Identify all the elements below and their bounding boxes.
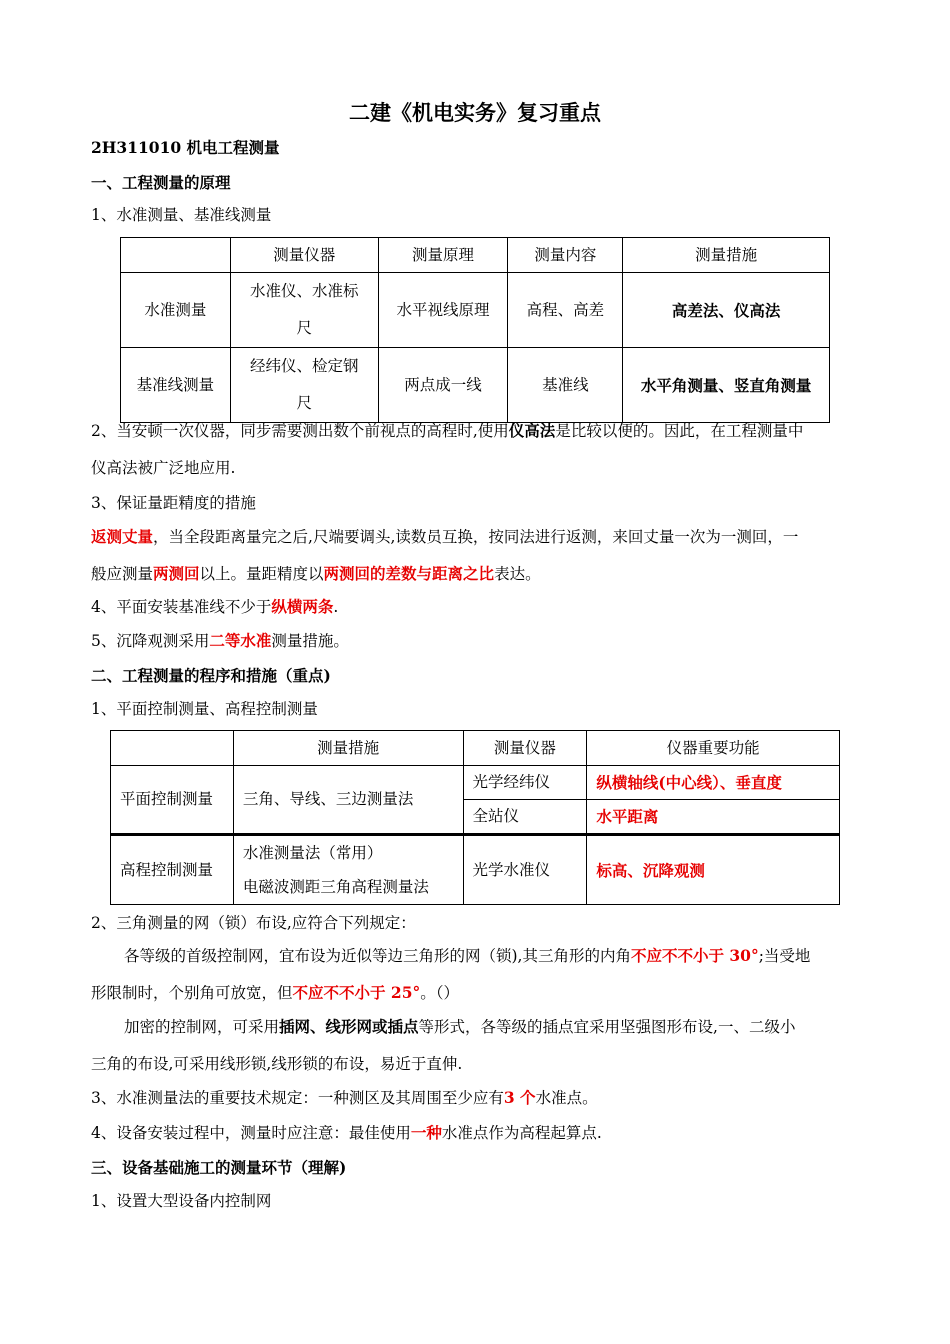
row-principle: 两点成一线 bbox=[378, 348, 508, 423]
table-header-cell: 测量仪器 bbox=[230, 238, 378, 273]
part1-item3-p1 bbox=[91, 527, 798, 547]
row-function: 纵横轴线(中心线）、垂直度 bbox=[587, 766, 840, 800]
part1-item4 bbox=[91, 597, 338, 617]
text: 3、水准测量法的重要技术规定：一种测区及其周围至少应有 bbox=[91, 1089, 504, 1107]
row-measure-line2: 电磁波测距三角高程测量法 bbox=[242, 878, 429, 896]
table-row bbox=[111, 835, 840, 905]
row-instrument: 全站仪 bbox=[463, 800, 587, 835]
text: 是比较以便的。因此，在工程测量中 bbox=[555, 422, 804, 440]
text: ;当受地 bbox=[758, 947, 811, 965]
row-measure bbox=[233, 835, 463, 905]
text: ，当全段距离量完之后,尺端要调头,读数员互换，按同法进行返测，来回丈量一次为一测回，一 bbox=[153, 528, 799, 546]
highlight: 不应不不小于 30° bbox=[630, 946, 759, 965]
text: 表达。 bbox=[494, 565, 541, 583]
row-instrument-line2: 尺 bbox=[296, 319, 312, 337]
part1-item5 bbox=[91, 631, 349, 651]
highlight: 一种 bbox=[410, 1123, 442, 1142]
text: 般应测量 bbox=[91, 565, 154, 583]
text: 5、沉降观测采用 bbox=[91, 632, 210, 650]
text: 4、设备安装过程中，测量时应注意：最佳使用 bbox=[91, 1124, 411, 1142]
row-measure: 水平角测量、竖直角测量 bbox=[623, 348, 830, 423]
row-function: 水平距离 bbox=[587, 800, 840, 835]
part2-item4 bbox=[91, 1123, 602, 1143]
table-header-cell: 测量内容 bbox=[508, 238, 623, 273]
part2-p3 bbox=[124, 1017, 795, 1037]
highlight: 两测回的差数与距离之比 bbox=[323, 564, 495, 583]
section-code: 2H311010 机电工程测量 bbox=[91, 138, 280, 157]
part3-item1: 1、设置大型设备内控制网 bbox=[91, 1192, 272, 1210]
part1-item1: 1、水准测量、基准线测量 bbox=[91, 206, 272, 224]
table-header-cell: 测量原理 bbox=[378, 238, 508, 273]
text: 以上。量距精度以 bbox=[199, 565, 324, 583]
table-row bbox=[111, 766, 840, 800]
text: 2、当安顿一次仪器，同步需要测出数个前视点的高程时,使用 bbox=[91, 422, 509, 440]
table-row bbox=[121, 273, 830, 348]
part2-p2 bbox=[91, 983, 459, 1003]
row-instrument-line1: 经纬仪、检定钢 bbox=[249, 357, 359, 375]
row-measure-line1: 水准测量法（常用） bbox=[242, 844, 383, 862]
row-measure: 三角、导线、三边测量法 bbox=[233, 766, 463, 835]
row-name: 基准线测量 bbox=[121, 348, 231, 423]
text: 加密的控制网，可采用 bbox=[124, 1018, 280, 1036]
part2-p4: 三角的布设,可采用线形锁,线形锁的布设，易近于直伸. bbox=[91, 1055, 463, 1073]
text: 水准点。 bbox=[535, 1089, 598, 1107]
part2-item3 bbox=[91, 1088, 598, 1108]
row-name: 平面控制测量 bbox=[111, 766, 234, 835]
highlight: 3 个 bbox=[503, 1088, 536, 1107]
table-header-cell: 测量措施 bbox=[623, 238, 830, 273]
emphasis: 插网、线形网或插点 bbox=[279, 1017, 419, 1036]
part1-item2-line1 bbox=[91, 421, 803, 441]
row-measure: 高差法、仪高法 bbox=[623, 273, 830, 348]
row-instrument: 光学经纬仪 bbox=[463, 766, 587, 800]
highlight: 返测丈量 bbox=[91, 527, 154, 546]
text: 各等级的首级控制网，宜布设为近似等边三角形的网（锁),其三角形的内角 bbox=[124, 947, 631, 965]
text: 4、平面安装基准线不少于 bbox=[91, 598, 272, 616]
row-instrument-line1: 水准仪、水准标 bbox=[249, 282, 359, 300]
highlight: 两测回 bbox=[153, 564, 200, 583]
highlight: 不应不不小于 25° bbox=[292, 983, 421, 1002]
heading-part3: 三、设备基础施工的测量环节（理解) bbox=[91, 1158, 347, 1177]
part1-item3: 3、保证量距精度的措施 bbox=[91, 494, 256, 512]
table-header-row bbox=[121, 238, 830, 273]
highlight: 纵横两条 bbox=[271, 597, 334, 616]
heading-part1: 一、工程测量的原理 bbox=[91, 173, 231, 192]
part2-p1 bbox=[124, 946, 810, 966]
table-header-row bbox=[111, 731, 840, 766]
table-header-cell bbox=[121, 238, 231, 273]
table-header-cell: 测量仪器 bbox=[463, 731, 587, 766]
part2-item2: 2、三角测量的网（锁）布设,应符合下列规定： bbox=[91, 914, 416, 932]
text: . bbox=[333, 598, 339, 616]
table-header-cell bbox=[111, 731, 234, 766]
row-instrument bbox=[230, 273, 378, 348]
part2-item1: 1、平面控制测量、高程控制测量 bbox=[91, 700, 318, 718]
row-name: 水准测量 bbox=[121, 273, 231, 348]
table-header-cell: 测量措施 bbox=[233, 731, 463, 766]
text: 测量措施。 bbox=[271, 632, 349, 650]
heading-part2: 二、工程测量的程序和措施（重点) bbox=[91, 666, 331, 685]
text: 等形式，各等级的插点宜采用坚强图形布设,一、二级小 bbox=[418, 1018, 796, 1036]
table-leveling-baseline bbox=[120, 237, 830, 423]
document-title: 二建《机电实务》复习重点 bbox=[349, 100, 601, 125]
row-principle: 水平视线原理 bbox=[378, 273, 508, 348]
text: 形限制时，个别角可放宽，但 bbox=[91, 984, 293, 1002]
row-content: 基准线 bbox=[508, 348, 623, 423]
part1-item3-p2 bbox=[91, 564, 541, 584]
emphasis: 仪高法 bbox=[508, 421, 556, 440]
row-content: 高程、高差 bbox=[508, 273, 623, 348]
table-row bbox=[121, 348, 830, 423]
highlight: 二等水准 bbox=[209, 631, 272, 650]
text: 水准点作为高程起算点. bbox=[441, 1124, 602, 1142]
table-header-cell: 仪器重要功能 bbox=[587, 731, 840, 766]
row-instrument-line2: 尺 bbox=[296, 394, 312, 412]
row-instrument: 光学水准仪 bbox=[463, 835, 587, 905]
row-instrument bbox=[230, 348, 378, 423]
text: 。（） bbox=[420, 984, 459, 1002]
part1-item2-line2: 仪高法被广泛地应用. bbox=[91, 459, 236, 477]
row-name: 高程控制测量 bbox=[111, 835, 234, 905]
table-control-survey bbox=[110, 730, 840, 905]
row-function: 标高、沉降观测 bbox=[587, 835, 840, 905]
